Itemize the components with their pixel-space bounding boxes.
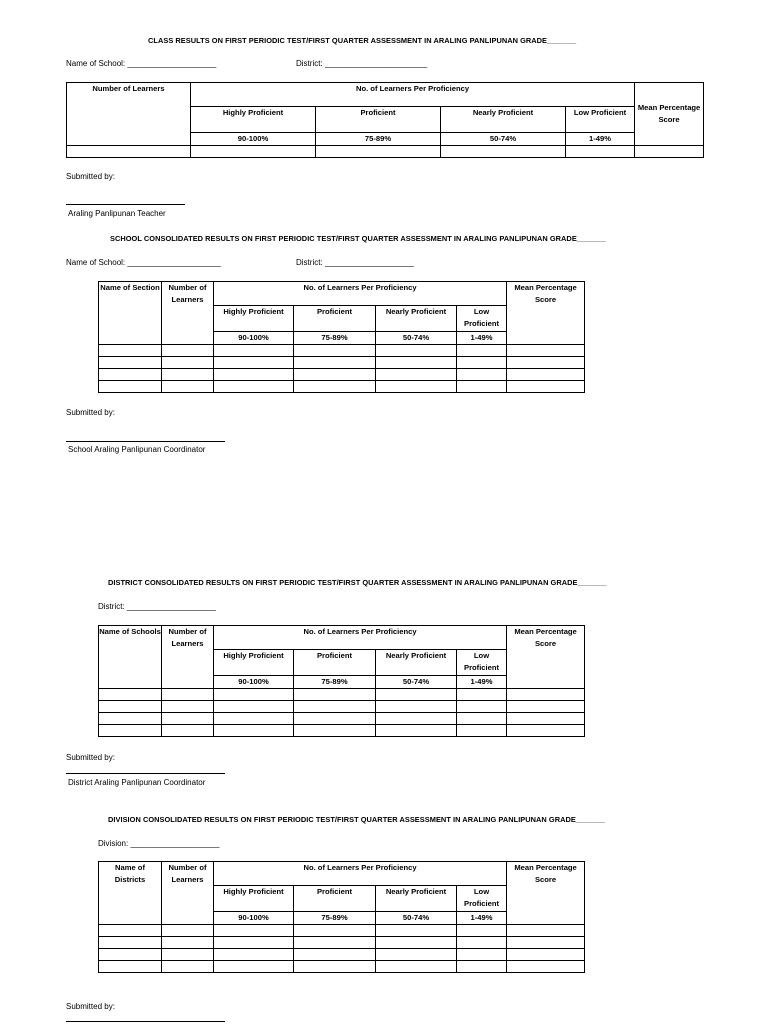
input-cell[interactable] [99,381,162,393]
header-mean-percentage-score: Mean Percentage Score [635,83,704,146]
range-nearly: 50-74% [376,912,457,925]
header-mean-percentage-score: Mean Percentage Score [507,282,585,345]
input-cell[interactable] [294,369,376,381]
input-cell[interactable] [294,925,376,937]
input-cell[interactable] [376,937,457,949]
header-number-of-learners: Number of Learners [162,282,214,345]
division-consolidated-title: DIVISION CONSOLIDATED RESULTS ON FIRST PERIODIC TEST/FIRST QUARTER ASSESSMENT IN ARALING PANLIPUNAN GRADE_______ [108,815,605,824]
division-consolidated-table [98,861,585,973]
range-highly: 90-100% [214,912,294,925]
input-cell[interactable] [99,701,162,713]
input-cell[interactable] [162,689,214,701]
input-cell[interactable] [99,937,162,949]
input-cell[interactable] [457,937,507,949]
signature-line[interactable] [66,1021,225,1022]
header-number-of-learners: Number of Learners [162,862,214,925]
input-cell[interactable] [457,949,507,961]
input-cell[interactable] [99,689,162,701]
header-low-proficient: Low Proficient [566,107,635,133]
class-results-title: CLASS RESULTS ON FIRST PERIODIC TEST/FIRST QUARTER ASSESSMENT IN ARALING PANLIPUNAN GRADE_______ [148,36,577,45]
header-number-of-learners: Number of Learners [162,626,214,689]
input-cell[interactable] [294,689,376,701]
input-cell[interactable] [376,925,457,937]
table-row [99,937,585,949]
input-cell[interactable] [457,381,507,393]
range-low: 1-49% [457,332,507,345]
header-proficient: Proficient [294,650,376,676]
header-proficient: Proficient [294,886,376,912]
submitted-by-label: Submitted by: [66,753,115,762]
input-cell[interactable] [162,381,214,393]
header-name-of-section: Name of Section [99,282,162,345]
range-proficient: 75-89% [294,332,376,345]
header-proficiency-group: No. of Learners Per Proficiency [214,862,507,886]
input-cell[interactable] [214,713,294,725]
input-cell[interactable] [162,925,214,937]
header-low-proficient: Low Proficient [457,886,507,912]
signatory-title: School Araling Panlipunan Coordinator [68,445,206,454]
header-nearly-proficient: Nearly Proficient [376,886,457,912]
input-cell[interactable] [99,357,162,369]
district-field[interactable]: District: ____________________ [98,602,216,611]
input-cell[interactable] [214,345,294,357]
input-cell[interactable] [635,146,704,158]
input-cell[interactable] [214,925,294,937]
input-cell[interactable] [507,713,585,725]
input-cell[interactable] [162,357,214,369]
school-consolidated-table [98,281,585,393]
input-cell[interactable] [457,961,507,973]
input-cell[interactable] [99,725,162,737]
header-highly-proficient: Highly Proficient [214,306,294,332]
input-cell[interactable] [376,357,457,369]
range-highly: 90-100% [214,332,294,345]
header-proficiency-group: No. of Learners Per Proficiency [214,626,507,650]
input-cell[interactable] [457,701,507,713]
input-cell[interactable] [376,369,457,381]
header-nearly-proficient: Nearly Proficient [441,107,566,133]
range-low: 1-49% [566,133,635,146]
input-cell[interactable] [507,689,585,701]
input-cell[interactable] [294,357,376,369]
input-cell[interactable] [294,725,376,737]
signature-line[interactable] [66,441,225,442]
input-cell[interactable] [457,713,507,725]
input-cell[interactable] [99,925,162,937]
input-cell[interactable] [162,369,214,381]
header-proficiency-group: No. of Learners Per Proficiency [191,83,635,107]
table-row [99,381,585,393]
input-cell[interactable] [376,689,457,701]
input-cell[interactable] [214,381,294,393]
input-cell[interactable] [214,961,294,973]
submitted-by-label: Submitted by: [66,1002,115,1011]
input-cell[interactable] [162,725,214,737]
range-highly: 90-100% [191,133,316,146]
table-row [99,689,585,701]
input-cell[interactable] [457,357,507,369]
input-cell[interactable] [376,701,457,713]
input-cell[interactable] [457,369,507,381]
input-cell[interactable] [294,949,376,961]
table-row [99,949,585,961]
header-low-proficient: Low Proficient [457,650,507,676]
header-number-of-learners: Number of Learners [67,83,191,146]
input-cell[interactable] [294,937,376,949]
range-nearly: 50-74% [376,332,457,345]
input-cell[interactable] [457,725,507,737]
input-cell[interactable] [99,345,162,357]
input-cell[interactable] [214,701,294,713]
input-cell[interactable] [507,701,585,713]
input-cell[interactable] [67,146,191,158]
district-field[interactable]: District: ____________________ [296,258,414,267]
school-name-field[interactable]: Name of School: _____________________ [66,258,221,267]
header-nearly-proficient: Nearly Proficient [376,306,457,332]
input-cell[interactable] [376,381,457,393]
signatory-title: District Araling Panlipunan Coordinator [68,778,206,787]
range-low: 1-49% [457,676,507,689]
input-cell[interactable] [316,146,441,158]
input-cell[interactable] [294,345,376,357]
range-highly: 90-100% [214,676,294,689]
signature-line[interactable] [66,204,185,205]
district-consolidated-table [98,625,585,737]
input-cell[interactable] [294,961,376,973]
district-field[interactable]: District: _______________________ [296,59,428,68]
input-cell[interactable] [214,949,294,961]
submitted-by-label: Submitted by: [66,172,115,181]
input-cell[interactable] [99,949,162,961]
input-cell[interactable] [457,689,507,701]
input-cell[interactable] [99,713,162,725]
table-row [99,713,585,725]
header-name-of-schools: Name of Schools [99,626,162,689]
range-proficient: 75-89% [294,676,376,689]
input-cell[interactable] [162,961,214,973]
submitted-by-label: Submitted by: [66,408,115,417]
input-cell[interactable] [376,345,457,357]
input-cell[interactable] [507,949,585,961]
input-cell[interactable] [162,701,214,713]
input-cell[interactable] [162,937,214,949]
table-row [99,369,585,381]
header-low-proficient: Low Proficient [457,306,507,332]
header-highly-proficient: Highly Proficient [214,886,294,912]
school-consolidated-title: SCHOOL CONSOLIDATED RESULTS ON FIRST PERIODIC TEST/FIRST QUARTER ASSESSMENT IN ARALING PANLIPUNAN GRADE_______ [110,234,606,243]
input-cell[interactable] [214,357,294,369]
input-cell[interactable] [507,725,585,737]
header-proficient: Proficient [316,107,441,133]
school-name-field[interactable]: Name of School: ____________________ [66,59,217,68]
header-proficiency-group: No. of Learners Per Proficiency [214,282,507,306]
input-cell[interactable] [507,937,585,949]
input-cell[interactable] [99,961,162,973]
input-cell[interactable] [214,937,294,949]
range-proficient: 75-89% [294,912,376,925]
range-nearly: 50-74% [441,133,566,146]
table-row [99,357,585,369]
signature-line[interactable] [66,773,225,774]
table-row [99,345,585,357]
header-highly-proficient: Highly Proficient [214,650,294,676]
table-row [99,725,585,737]
input-cell[interactable] [457,925,507,937]
range-nearly: 50-74% [376,676,457,689]
header-mean-percentage-score: Mean Percentage Score [507,862,585,925]
input-cell[interactable] [376,725,457,737]
input-cell[interactable] [457,345,507,357]
division-field[interactable]: Division: ____________________ [98,839,220,848]
input-cell[interactable] [507,961,585,973]
input-cell[interactable] [376,949,457,961]
input-cell[interactable] [507,381,585,393]
input-cell[interactable] [376,713,457,725]
class-results-table [66,82,704,158]
input-cell[interactable] [566,146,635,158]
table-row [99,961,585,973]
header-proficient: Proficient [294,306,376,332]
header-nearly-proficient: Nearly Proficient [376,650,457,676]
input-cell[interactable] [294,381,376,393]
input-cell[interactable] [507,345,585,357]
input-cell[interactable] [191,146,316,158]
header-mean-percentage-score: Mean Percentage Score [507,626,585,689]
input-cell[interactable] [162,949,214,961]
input-cell[interactable] [214,369,294,381]
table-row [99,925,585,937]
input-cell[interactable] [214,725,294,737]
input-cell[interactable] [376,961,457,973]
input-cell[interactable] [441,146,566,158]
signatory-title: Araling Panlipunan Teacher [68,209,166,218]
header-highly-proficient: Highly Proficient [191,107,316,133]
header-name-of-districts: Name of Districts [99,862,162,925]
input-cell[interactable] [162,713,214,725]
district-consolidated-title: DISTRICT CONSOLIDATED RESULTS ON FIRST PERIODIC TEST/FIRST QUARTER ASSESSMENT IN ARALING PANLIPUNAN GRADE_______ [108,578,607,587]
input-cell[interactable] [507,925,585,937]
input-cell[interactable] [507,357,585,369]
input-cell[interactable] [162,345,214,357]
range-low: 1-49% [457,912,507,925]
input-cell[interactable] [294,713,376,725]
table-row [67,146,704,158]
input-cell[interactable] [294,701,376,713]
input-cell[interactable] [507,369,585,381]
table-row [99,701,585,713]
input-cell[interactable] [214,689,294,701]
input-cell[interactable] [99,369,162,381]
range-proficient: 75-89% [316,133,441,146]
